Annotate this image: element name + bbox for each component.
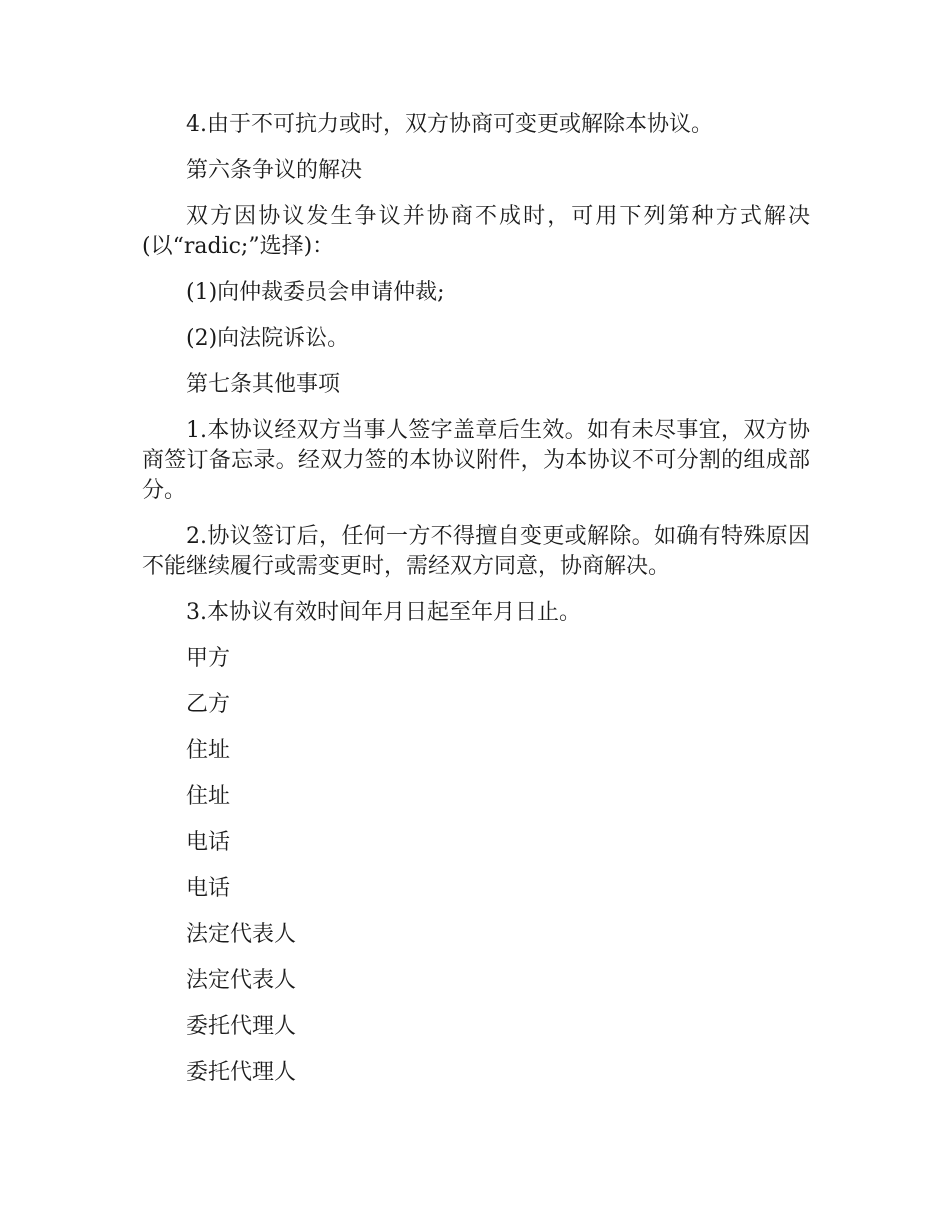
phone-label-b: 电话 bbox=[186, 876, 231, 901]
clause-dispute-resolution: 双方因协议发生争议并协商不成时，可用下列第种方式解决(以“radic;”选择)： bbox=[142, 204, 810, 259]
party-a-label: 甲方 bbox=[186, 646, 231, 671]
address-label-b: 住址 bbox=[186, 784, 231, 809]
option-litigation: (2)向法院诉讼。 bbox=[186, 326, 350, 351]
address-label-a: 住址 bbox=[186, 738, 231, 763]
signature-block bbox=[142, 644, 810, 1104]
clause-no-unilateral-change: 2.协议签订后，任何一方不得擅自变更或解除。如确有特殊原因不能继续履行或需变更时，需经双方同意，协商解决。 bbox=[142, 524, 810, 579]
section-heading-other: 第七条其他事项 bbox=[186, 372, 341, 397]
agent-label-b: 委托代理人 bbox=[186, 1060, 297, 1085]
party-b-label: 乙方 bbox=[186, 692, 231, 717]
clause-force-majeure: 4.由于不可抗力或时，双方协商可变更或解除本协议。 bbox=[186, 112, 713, 137]
clause-effectiveness: 1.本协议经双方当事人签字盖章后生效。如有未尽事宜，双方协商签订备忘录。经双力签的本协议附件，为本协议不可分割的组成部分。 bbox=[142, 418, 810, 503]
agent-label-a: 委托代理人 bbox=[186, 1014, 297, 1039]
legal-rep-label-a: 法定代表人 bbox=[186, 922, 297, 947]
clause-validity-period: 3.本协议有效时间年月日起至年月日止。 bbox=[186, 600, 581, 625]
legal-rep-label-b: 法定代表人 bbox=[186, 968, 297, 993]
option-arbitration: (1)向仲裁委员会申请仲裁; bbox=[186, 280, 445, 305]
phone-label-a: 电话 bbox=[186, 830, 231, 855]
document-page bbox=[142, 110, 810, 1104]
section-heading-dispute: 第六条争议的解决 bbox=[186, 158, 363, 183]
